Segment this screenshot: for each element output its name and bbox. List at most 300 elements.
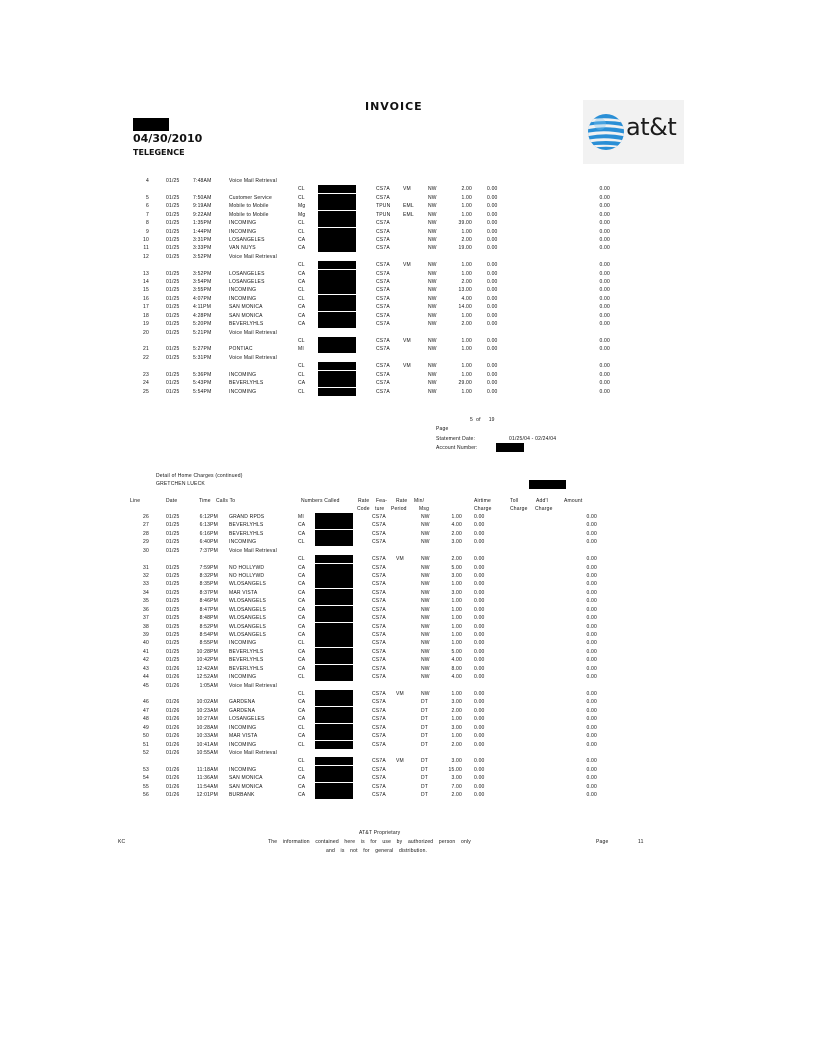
cell-time: 4:11PM xyxy=(193,304,212,311)
cell-time: 8:52PM xyxy=(199,623,218,630)
cell-min: 1.00 xyxy=(461,371,472,378)
cell-amt: 0.00 xyxy=(599,194,610,201)
cell-amt: 0.00 xyxy=(586,783,597,790)
cell-date: 01/25 xyxy=(166,606,180,613)
cell-date: 01/26 xyxy=(166,674,180,681)
cell-amt: 0.00 xyxy=(586,775,597,782)
cell-date: 01/25 xyxy=(166,648,180,655)
cell-desc: MAR VISTA xyxy=(229,733,258,740)
cell-amt: 0.00 xyxy=(599,279,610,286)
cell-min: 1.00 xyxy=(461,388,472,395)
cell-date: 01/26 xyxy=(166,724,180,731)
cell-loc: CA xyxy=(298,716,306,723)
cell-per: NW xyxy=(421,539,430,546)
table-row-continued xyxy=(0,757,816,765)
cell-code: TPUN xyxy=(376,211,391,218)
number-redacted xyxy=(318,295,356,303)
cell-loc: CL xyxy=(298,287,305,294)
cell-min: 4.00 xyxy=(451,522,462,529)
cell-per: NW xyxy=(421,657,430,664)
cell-min: 1.00 xyxy=(451,581,462,588)
cell-amt: 0.00 xyxy=(586,699,597,706)
cell-loc: CL xyxy=(298,724,305,731)
cell-time: 7:48AM xyxy=(193,178,212,184)
cell-code: CS7A xyxy=(376,186,390,193)
cell-amt: 0.00 xyxy=(586,665,597,672)
cell-loc: CA xyxy=(298,783,306,790)
cell-code: TPUN xyxy=(376,203,391,210)
cell-desc: LOSANGELES xyxy=(229,236,265,243)
cell-per: NW xyxy=(421,674,430,681)
cell-code: CS7A xyxy=(372,640,386,647)
cell-desc: WLOSANGELS xyxy=(229,623,267,630)
cell-no: 22 xyxy=(143,354,149,361)
table-row xyxy=(0,656,816,664)
cell-code: CS7A xyxy=(372,632,386,639)
cell-time: 10:28PM xyxy=(196,648,218,655)
cell-code: CS7A xyxy=(372,674,386,681)
cell-air: 0.00 xyxy=(474,716,485,723)
cell-per: NW xyxy=(421,632,430,639)
cell-code: CS7A xyxy=(376,295,390,302)
cell-feat: VM xyxy=(403,363,411,370)
table-row xyxy=(0,648,816,656)
cell-amt: 0.00 xyxy=(586,573,597,579)
cell-date: 01/25 xyxy=(166,380,180,387)
cell-time: 5:21PM xyxy=(193,329,212,336)
cell-air: 0.00 xyxy=(474,573,485,579)
cell-per: NW xyxy=(428,295,437,302)
cell-date: 01/25 xyxy=(166,236,180,243)
cell-loc: CA xyxy=(298,707,306,714)
cell-date: 01/25 xyxy=(166,539,180,546)
cell-no: 10 xyxy=(143,236,149,243)
cell-air: 0.00 xyxy=(474,589,485,596)
cell-code: CS7A xyxy=(376,236,390,243)
cell-no: 37 xyxy=(143,615,149,622)
cell-feat: VM xyxy=(403,186,411,193)
cell-amt: 0.00 xyxy=(586,741,597,748)
cell-min: 1.00 xyxy=(451,640,462,647)
cell-min: 2.00 xyxy=(451,741,462,748)
table-row xyxy=(0,783,816,791)
cell-air: 0.00 xyxy=(474,640,485,647)
cell-time: 5:54PM xyxy=(193,388,212,395)
cell-time: 3:52PM xyxy=(193,253,212,260)
cell-per: NW xyxy=(428,236,437,243)
cell-time: 10:02AM xyxy=(196,699,218,706)
cell-no: 20 xyxy=(143,329,149,336)
cell-code: CS7A xyxy=(372,598,386,605)
table-row xyxy=(0,530,816,538)
cell-air: 0.00 xyxy=(474,606,485,613)
cell-loc: CA xyxy=(298,665,306,672)
cell-per: NW xyxy=(421,581,430,588)
cell-per: NW xyxy=(428,380,437,387)
cell-time: 7:59PM xyxy=(199,564,218,571)
cell-code: CS7A xyxy=(372,707,386,714)
cell-amt: 0.00 xyxy=(599,304,610,311)
cell-min: 4.00 xyxy=(461,295,472,302)
cell-loc: CA xyxy=(298,623,306,630)
cell-loc: CA xyxy=(298,279,306,286)
cell-no: 54 xyxy=(143,775,149,782)
cell-desc: Voice Mail Retrieval xyxy=(229,329,277,336)
table-row xyxy=(0,295,816,303)
cell-min: 19.00 xyxy=(458,245,472,252)
number-redacted xyxy=(315,580,353,588)
cell-min: 1.00 xyxy=(461,203,472,210)
cell-time: 5:43PM xyxy=(193,380,212,387)
cell-date: 01/25 xyxy=(166,194,180,201)
cell-no: 50 xyxy=(143,733,149,740)
cell-code: CS7A xyxy=(372,581,386,588)
cell-time: 4:28PM xyxy=(193,312,212,319)
header-rp2: Period xyxy=(391,506,407,512)
cell-per: NW xyxy=(421,623,430,630)
table-row xyxy=(0,698,816,706)
table-row xyxy=(0,194,816,202)
cell-loc: CA xyxy=(298,236,306,243)
number-redacted xyxy=(318,278,356,286)
cell-desc: INCOMING xyxy=(229,388,257,395)
page-label: Page xyxy=(436,426,449,432)
redaction-block xyxy=(133,118,169,131)
cell-feat: EML xyxy=(403,203,414,210)
cell-time: 8:37PM xyxy=(199,589,218,596)
table-row xyxy=(0,312,816,320)
cell-no: 38 xyxy=(143,623,149,630)
cell-desc: PONTIAC xyxy=(229,346,253,353)
cell-loc: CL xyxy=(298,194,305,201)
account-number-redacted xyxy=(496,443,524,452)
number-redacted xyxy=(318,194,356,202)
cell-code: CS7A xyxy=(372,539,386,546)
cell-per: DT xyxy=(421,724,429,731)
cell-per: NW xyxy=(421,530,430,537)
cell-desc: WLOSANGELS xyxy=(229,606,267,613)
cell-date: 01/25 xyxy=(166,253,180,260)
cell-per: DT xyxy=(421,783,429,790)
cell-desc: LOSANGELES xyxy=(229,270,265,277)
cell-no: 31 xyxy=(143,564,149,571)
cell-min: 1.00 xyxy=(461,312,472,319)
cell-per: NW xyxy=(421,665,430,672)
cell-no: 13 xyxy=(143,270,149,277)
header-date: Date xyxy=(166,498,178,504)
redaction-block xyxy=(529,480,566,489)
table-row xyxy=(0,219,816,227)
cell-feat: VM xyxy=(403,337,411,344)
cell-date: 01/25 xyxy=(166,245,180,252)
cell-desc: WLOSANGELS xyxy=(229,598,267,605)
cell-air: 0.00 xyxy=(474,615,485,622)
cell-loc: CA xyxy=(298,792,306,799)
cell-time: 10:42PM xyxy=(196,657,218,664)
cell-no: 21 xyxy=(143,346,149,353)
cell-amt: 0.00 xyxy=(599,346,610,353)
cell-min: 1.00 xyxy=(451,615,462,622)
cell-desc: INCOMING xyxy=(229,220,257,227)
cell-air: 0.00 xyxy=(487,186,498,193)
cell-date: 01/25 xyxy=(166,321,180,328)
number-redacted xyxy=(318,362,356,370)
cell-per: NW xyxy=(428,287,437,294)
table-row xyxy=(0,538,816,546)
cell-time: 8:54PM xyxy=(199,632,218,639)
number-redacted xyxy=(318,286,356,294)
cell-air: 0.00 xyxy=(487,287,498,294)
account-number-label: Account Number: xyxy=(436,445,478,451)
cell-min: 4.00 xyxy=(451,657,462,664)
cell-loc: CL xyxy=(298,262,305,269)
cell-time: 6:40PM xyxy=(199,539,218,546)
cell-no: 55 xyxy=(143,783,149,790)
table-row xyxy=(0,732,816,740)
cell-amt: 0.00 xyxy=(599,312,610,319)
cell-code: CS7A xyxy=(372,775,386,782)
cell-no: 12 xyxy=(143,253,149,260)
cell-min: 1.00 xyxy=(451,514,462,520)
table-row xyxy=(0,253,816,261)
cell-time: 9:19AM xyxy=(193,203,212,210)
cell-loc: MI xyxy=(298,346,304,353)
cell-loc: CL xyxy=(298,539,305,546)
cell-per: NW xyxy=(428,228,437,235)
cell-amt: 0.00 xyxy=(586,640,597,647)
cell-amt: 0.00 xyxy=(586,623,597,630)
cell-time: 10:41AM xyxy=(196,741,218,748)
cell-air: 0.00 xyxy=(487,211,498,218)
cell-amt: 0.00 xyxy=(586,564,597,571)
cell-per: NW xyxy=(421,564,430,571)
header-rp: Rate xyxy=(396,498,408,504)
page-current: 5 xyxy=(470,417,473,423)
cell-code: CS7A xyxy=(372,657,386,664)
footer-page-number: 11 xyxy=(638,839,644,845)
table-row xyxy=(0,766,816,774)
cell-loc: CA xyxy=(298,581,306,588)
cell-code: CS7A xyxy=(372,606,386,613)
cell-code: CS7A xyxy=(376,312,390,319)
cell-date: 01/25 xyxy=(166,632,180,639)
table-row xyxy=(0,244,816,252)
cell-min: 3.00 xyxy=(451,775,462,782)
cell-loc: CA xyxy=(298,321,306,328)
table-row-continued xyxy=(0,337,816,345)
cell-date: 01/25 xyxy=(166,346,180,353)
cell-desc: MAR VISTA xyxy=(229,589,258,596)
cell-code: CS7A xyxy=(372,615,386,622)
cell-amt: 0.00 xyxy=(599,287,610,294)
number-redacted xyxy=(315,665,353,673)
table-row xyxy=(0,682,816,690)
number-redacted xyxy=(315,606,353,614)
cell-air: 0.00 xyxy=(474,564,485,571)
cell-air: 0.00 xyxy=(487,321,498,328)
table-row xyxy=(0,371,816,379)
header-row-2 xyxy=(0,505,816,513)
table-row xyxy=(0,329,816,337)
cell-per: NW xyxy=(421,640,430,647)
cell-time: 10:28AM xyxy=(196,724,218,731)
cell-per: DT xyxy=(421,733,429,740)
cell-air: 0.00 xyxy=(474,665,485,672)
globe-icon xyxy=(586,112,626,152)
cell-date: 01/25 xyxy=(166,295,180,302)
cell-code: CS7A xyxy=(376,346,390,353)
cell-desc: GRAND RPDS xyxy=(229,514,265,520)
cell-date: 01/25 xyxy=(166,547,180,554)
cell-desc: GARDENA xyxy=(229,707,256,714)
cell-code: CS7A xyxy=(376,371,390,378)
cell-no: 14 xyxy=(143,279,149,286)
table-row xyxy=(0,564,816,572)
cell-min: 2.00 xyxy=(451,530,462,537)
cell-min: 2.00 xyxy=(461,321,472,328)
cell-code: CS7A xyxy=(372,766,386,773)
cell-amt: 0.00 xyxy=(599,270,610,277)
cell-min: 1.00 xyxy=(461,262,472,269)
cell-desc: Voice Mail Retrieval xyxy=(229,178,277,184)
header-addl2: Charge xyxy=(535,506,553,512)
table-row xyxy=(0,547,816,555)
cell-min: 2.00 xyxy=(451,792,462,799)
table-row xyxy=(0,597,816,605)
cell-amt: 0.00 xyxy=(586,716,597,723)
number-redacted xyxy=(315,530,353,538)
cell-amt: 0.00 xyxy=(599,295,610,302)
cell-no: 15 xyxy=(143,287,149,294)
number-redacted xyxy=(318,219,356,227)
cell-time: 10:23AM xyxy=(196,707,218,714)
number-redacted xyxy=(315,639,353,647)
cell-air: 0.00 xyxy=(487,228,498,235)
cell-time: 11:36AM xyxy=(196,775,218,782)
cell-date: 01/26 xyxy=(166,775,180,782)
cell-date: 01/25 xyxy=(166,228,180,235)
cell-desc: INCOMING xyxy=(229,674,257,681)
table-row xyxy=(0,580,816,588)
number-redacted xyxy=(315,572,353,580)
cell-min: 2.00 xyxy=(451,707,462,714)
cell-loc: Mg xyxy=(298,203,306,210)
cell-air: 0.00 xyxy=(487,245,498,252)
cell-time: 6:13PM xyxy=(199,522,218,529)
cell-amt: 0.00 xyxy=(586,724,597,731)
cell-amt: 0.00 xyxy=(586,598,597,605)
table-row xyxy=(0,388,816,396)
cell-per: NW xyxy=(428,186,437,193)
cell-min: 1.00 xyxy=(451,606,462,613)
table-row-continued xyxy=(0,690,816,698)
cell-loc: CA xyxy=(298,589,306,596)
cell-amt: 0.00 xyxy=(586,589,597,596)
cell-code: CS7A xyxy=(372,741,386,748)
cell-air: 0.00 xyxy=(487,262,498,269)
statement-date-label: Statement Date: xyxy=(436,436,476,442)
cell-no: 43 xyxy=(143,665,149,672)
cell-per: NW xyxy=(421,615,430,622)
number-redacted xyxy=(315,791,353,799)
cell-time: 11:18AM xyxy=(196,766,218,773)
cell-date: 01/25 xyxy=(166,530,180,537)
cell-desc: INCOMING xyxy=(229,766,257,773)
cell-amt: 0.00 xyxy=(599,337,610,344)
cell-amt: 0.00 xyxy=(586,792,597,799)
cell-code: CS7A xyxy=(376,220,390,227)
cell-feat: VM xyxy=(396,556,404,563)
cell-code: CS7A xyxy=(372,522,386,529)
cell-desc: WLOSANGELS xyxy=(229,615,267,622)
table-row xyxy=(0,741,816,749)
cell-min: 1.00 xyxy=(451,716,462,723)
cell-code: CS7A xyxy=(372,665,386,672)
number-redacted xyxy=(318,236,356,244)
cell-date: 01/25 xyxy=(166,354,180,361)
cell-per: NW xyxy=(428,371,437,378)
cell-code: CS7A xyxy=(372,724,386,731)
cell-min: 4.00 xyxy=(451,674,462,681)
cell-air: 0.00 xyxy=(474,724,485,731)
cell-loc: CL xyxy=(298,674,305,681)
cell-amt: 0.00 xyxy=(586,707,597,714)
cell-time: 8:47PM xyxy=(199,606,218,613)
cell-loc: CA xyxy=(298,380,306,387)
cell-time: 1:05AM xyxy=(199,682,218,689)
cell-no: 28 xyxy=(143,530,149,537)
cell-date: 01/25 xyxy=(166,220,180,227)
cell-code: CS7A xyxy=(372,556,386,563)
cell-time: 6:16PM xyxy=(199,530,218,537)
cell-date: 01/25 xyxy=(166,615,180,622)
cell-min: 2.00 xyxy=(451,556,462,563)
cell-code: CS7A xyxy=(372,648,386,655)
cell-code: CS7A xyxy=(376,304,390,311)
cell-time: 4:07PM xyxy=(193,295,212,302)
cell-no: 45 xyxy=(143,682,149,689)
table-row xyxy=(0,513,816,521)
number-redacted xyxy=(315,648,353,656)
cell-amt: 0.00 xyxy=(586,615,597,622)
cell-code: CS7A xyxy=(372,514,386,520)
cell-no: 41 xyxy=(143,648,149,655)
cell-desc: INCOMING xyxy=(229,295,257,302)
cell-air: 0.00 xyxy=(474,758,485,765)
cell-date: 01/26 xyxy=(166,665,180,672)
table-row xyxy=(0,345,816,353)
cell-date: 01/26 xyxy=(166,750,180,757)
number-redacted xyxy=(318,303,356,311)
cell-no: 51 xyxy=(143,741,149,748)
cell-no: 17 xyxy=(143,304,149,311)
cell-no: 29 xyxy=(143,539,149,546)
cell-amt: 0.00 xyxy=(586,606,597,613)
cell-air: 0.00 xyxy=(487,388,498,395)
cell-air: 0.00 xyxy=(474,514,485,520)
number-redacted xyxy=(318,337,356,345)
cell-amt: 0.00 xyxy=(599,245,610,252)
cell-air: 0.00 xyxy=(487,295,498,302)
cell-amt: 0.00 xyxy=(599,211,610,218)
cell-amt: 0.00 xyxy=(586,539,597,546)
number-redacted xyxy=(315,724,353,732)
cell-loc: CA xyxy=(298,606,306,613)
cell-amt: 0.00 xyxy=(599,220,610,227)
cell-air: 0.00 xyxy=(474,699,485,706)
cell-code: CS7A xyxy=(372,623,386,630)
cell-amt: 0.00 xyxy=(586,733,597,740)
